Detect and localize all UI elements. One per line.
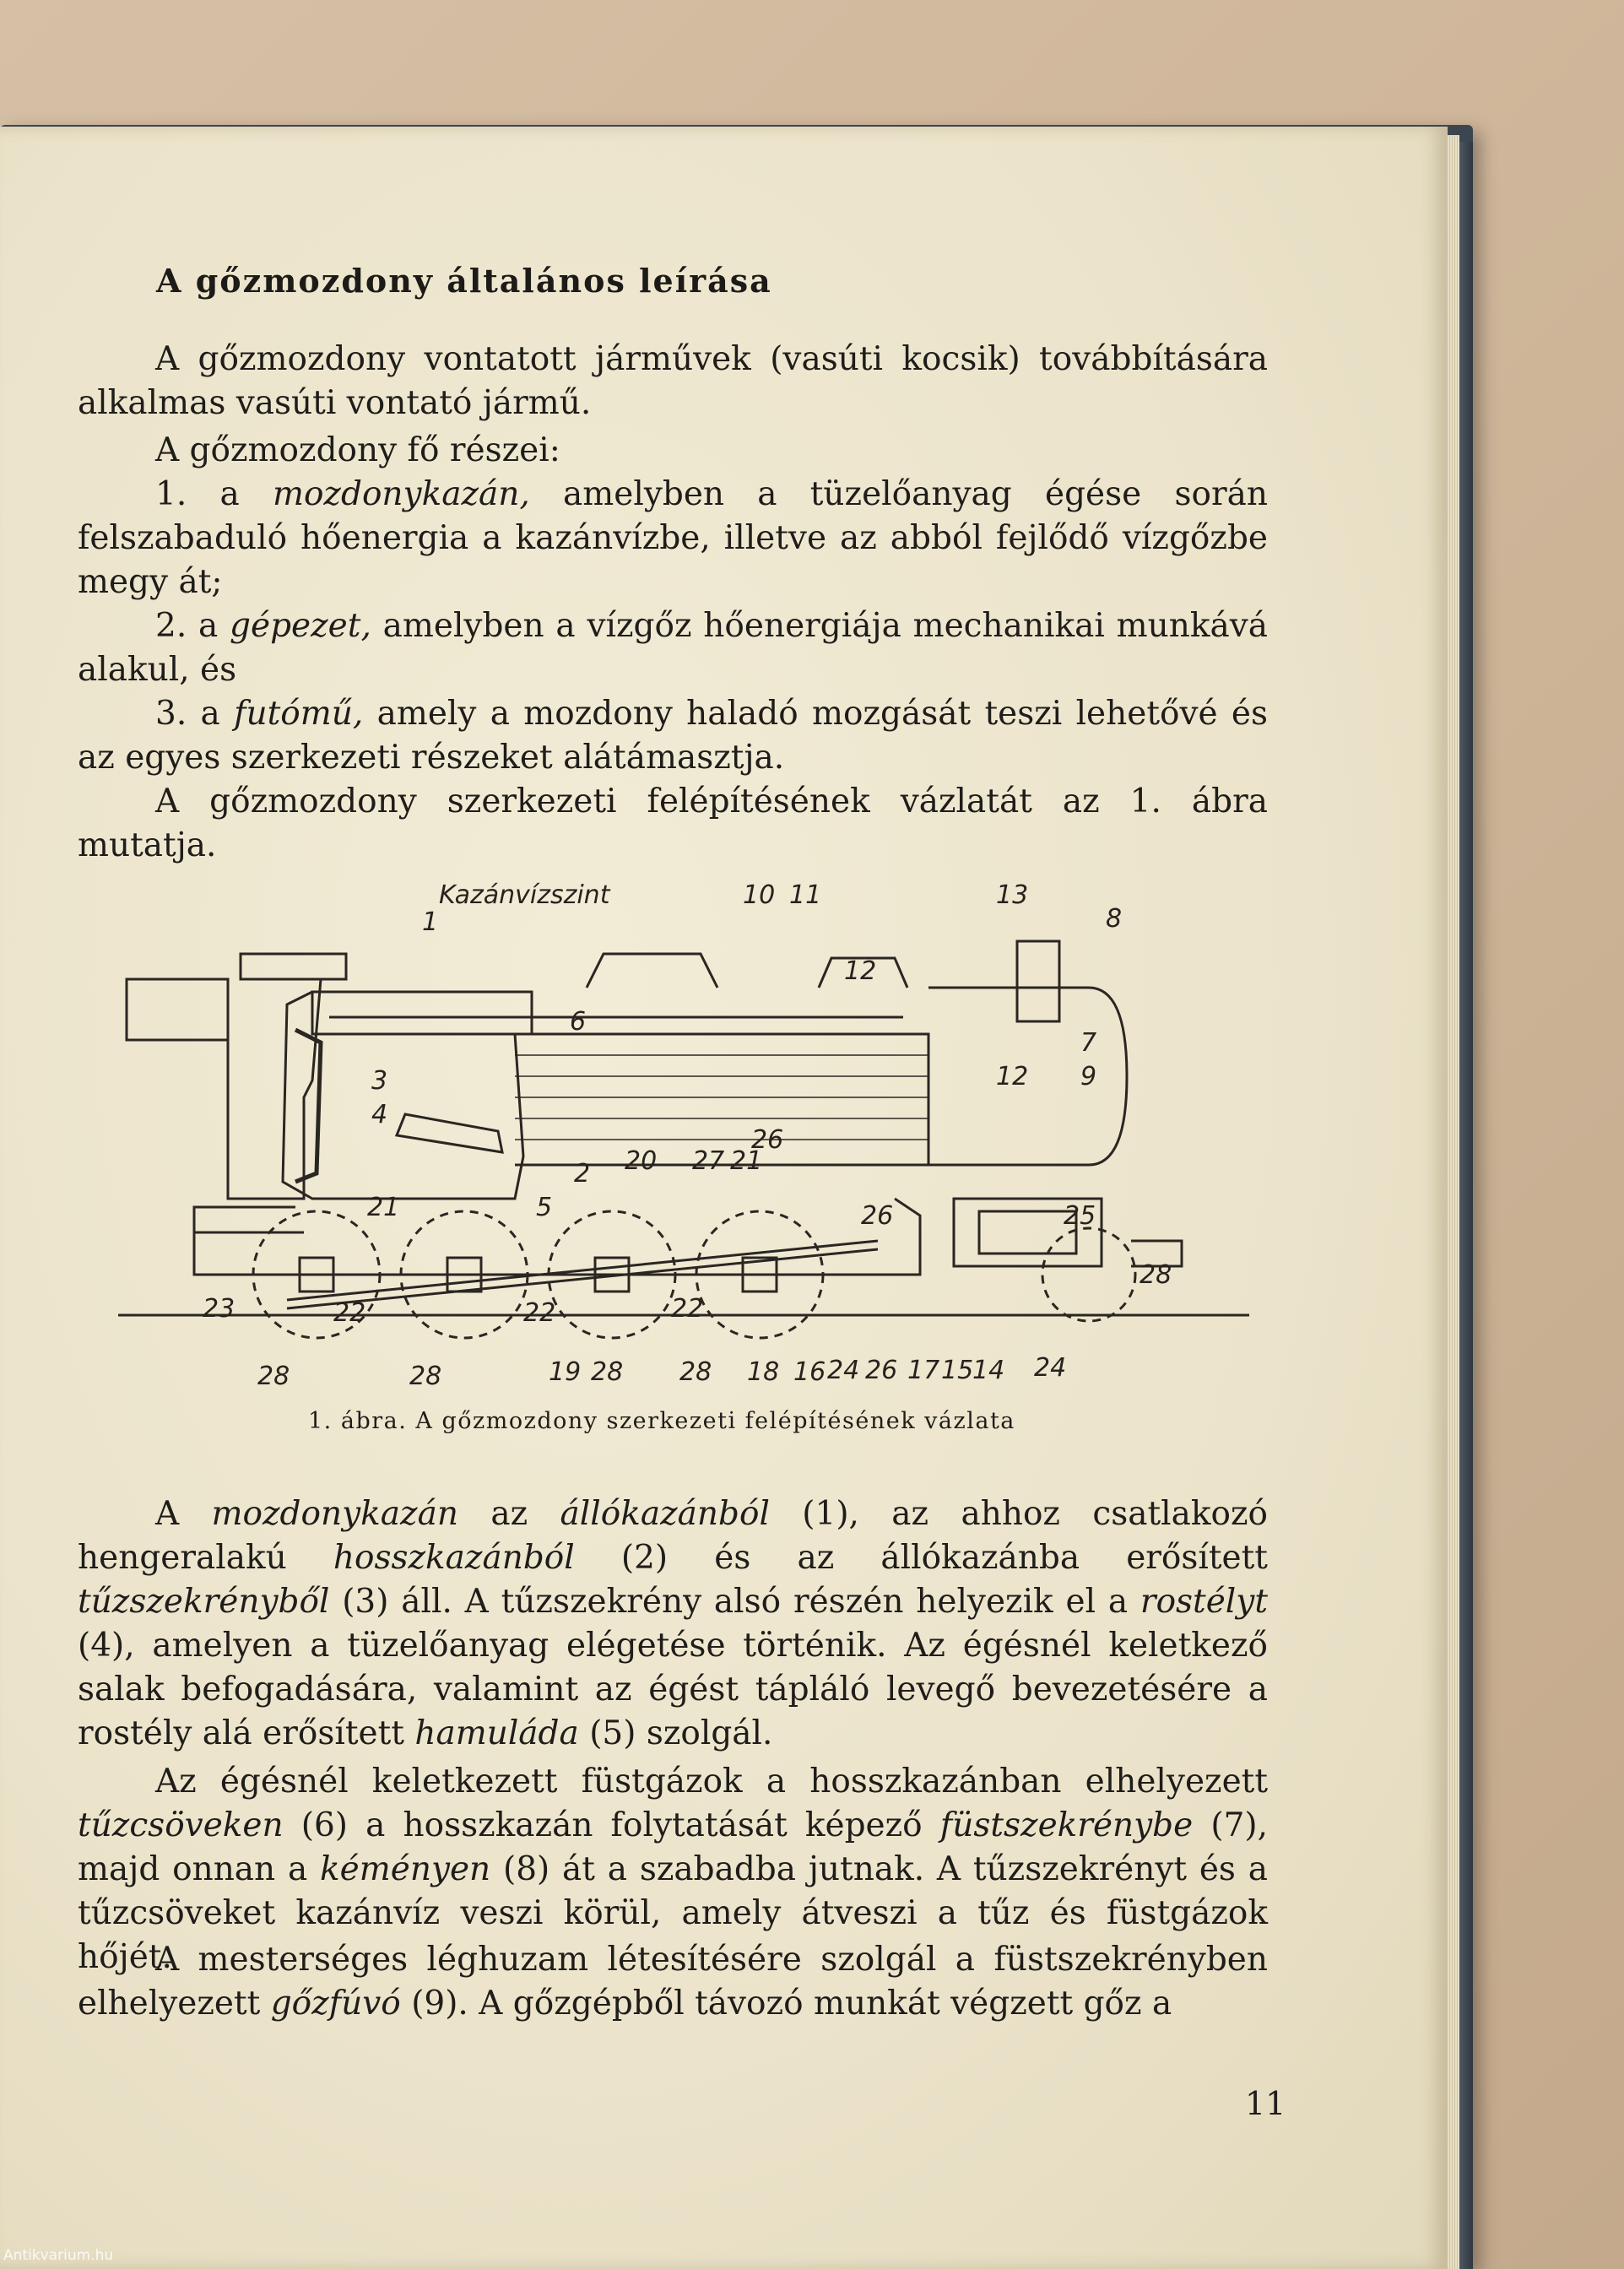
cab-roof xyxy=(127,979,228,1040)
locomotive-diagram xyxy=(118,878,1266,1410)
callout-label: 17 xyxy=(907,1356,940,1385)
fire-tubes xyxy=(515,1055,928,1140)
callout-label: 3 xyxy=(371,1066,388,1096)
intro-paragraph-2: A gőzmozdony fő részei: xyxy=(155,431,560,469)
list-item-1: 1. a mozdonykazán, amelyben a tüzelőanyag égése során felszabaduló hőenergia a kazánvízbe, illetve az abból fejlődő vízgőzbe megy át; xyxy=(78,475,1268,601)
callout-label: 9 xyxy=(1080,1062,1097,1091)
list-item-3: 3. a futómű, amely a mozdony haladó mozgását teszi lehetővé és az egyes szerkezeti részeket alátámasztja. xyxy=(78,695,1268,777)
callout-label: 21 xyxy=(730,1146,763,1176)
callout-label: 12 xyxy=(996,1062,1029,1091)
cab-top xyxy=(241,954,346,979)
callout-label: 28 xyxy=(591,1357,624,1387)
callout-label: 23 xyxy=(203,1294,235,1324)
frame-rear xyxy=(194,1207,304,1232)
body-paragraph-3: A mesterséges léghuzam létesítésére szolgál a füstszekrényben elhelyezett gőzfúvó (9). A gőzgépből távozó munkát végzett gőz a xyxy=(78,1941,1268,2023)
label-kazanvizszint: Kazánvízszint xyxy=(439,880,610,910)
callout-label: 28 xyxy=(409,1362,442,1391)
callout-label: 15 xyxy=(941,1356,974,1385)
watermark: Antikvarium.hu xyxy=(3,2247,114,2264)
callout-label: 2 xyxy=(574,1159,591,1189)
callout-label: 22 xyxy=(523,1298,556,1328)
boiler-barrel xyxy=(515,1034,928,1165)
callout-label: 26 xyxy=(751,1125,784,1155)
page-edges xyxy=(1448,135,1459,2269)
callout-label: 21 xyxy=(367,1193,400,1222)
list-item-2: 2. a gépezet, amelyben a vízgőz hőenergiája mechanikai munkává alakul, és xyxy=(78,607,1269,689)
callout-label: 13 xyxy=(996,880,1029,910)
callout-label: 11 xyxy=(789,880,822,910)
callout-label: 12 xyxy=(844,956,877,986)
firebox-door xyxy=(295,1030,321,1182)
coupling-rod xyxy=(287,1249,878,1308)
callout-label: 4 xyxy=(371,1100,388,1129)
callout-label: 6 xyxy=(570,1007,587,1037)
firebox-top xyxy=(312,992,532,1034)
callout-label: 26 xyxy=(861,1201,894,1231)
callout-label: 19 xyxy=(549,1357,582,1387)
body-paragraph-1: A mozdonykazán az állókazánból (1), az ahhoz csatlakozó hengeralakú hosszkazánból (2) és az állókazánba erősített tűzszekrényből (3) áll. A tűzszekrény alsó részén helyezik el a rostélyt (4), amelyen a tüzelőanyag elégetése történik. Az égésnél keletkező salak befogadására, valamint az égést tápláló levegő bevezetésére a rostély alá erősített hamuláda (5) szolgál. xyxy=(78,1495,1268,1752)
cab-body xyxy=(228,979,321,1199)
callout-label: 1 xyxy=(422,907,439,937)
callout-label: 10 xyxy=(743,880,776,910)
callout-label: 7 xyxy=(1080,1028,1097,1058)
callout-label: 5 xyxy=(536,1193,553,1222)
callout-label: 8 xyxy=(1106,904,1123,934)
callout-label: 22 xyxy=(333,1298,366,1328)
chimney xyxy=(1017,941,1059,1021)
pony-truck-wheel xyxy=(1042,1228,1135,1321)
locomotive-diagram-svg xyxy=(118,878,1266,1410)
callout-label: 24 xyxy=(1034,1353,1067,1383)
intro-paragraph-1: A gőzmozdony vontatott járművek (vasúti kocsik) továbbítására alkalmas vasúti vontató jármű. xyxy=(78,340,1268,422)
body-paragraph-2: Az égésnél keletkezett füstgázok a hosszkazánban elhelyezett tűzcsöveken (6) a hosszkazán folytatását képező füstszekrénybe (7), majd onnan a kéményen (8) át a szabadba jutnak. A tűzszekrényt és a tűzcsöveket kazánvíz veszi körül, amely átveszi a tűz és füstgázok hőjét. xyxy=(78,1763,1268,1976)
callout-label: 25 xyxy=(1064,1201,1096,1231)
grate xyxy=(397,1114,502,1152)
steam-dome xyxy=(587,954,717,988)
valve-chest xyxy=(979,1211,1076,1254)
intro-paragraph-3: A gőzmozdony szerkezeti felépítésének vázlatát az 1. ábra mutatja. xyxy=(78,783,1268,864)
figure-caption: 1. ábra. A gőzmozdony szerkezeti felépítésének vázlata xyxy=(308,1408,1015,1434)
callout-label: 26 xyxy=(865,1356,898,1385)
callout-label: 27 xyxy=(692,1146,725,1176)
callout-label: 18 xyxy=(747,1357,780,1387)
page-number: 11 xyxy=(1245,2085,1286,2122)
callout-label: 14 xyxy=(972,1356,1005,1385)
callout-label: 28 xyxy=(679,1357,712,1387)
callout-label: 28 xyxy=(257,1362,290,1391)
callout-label: 28 xyxy=(1140,1260,1172,1290)
callout-label: 16 xyxy=(793,1357,826,1387)
section-heading: A gőzmozdony általános leírása xyxy=(156,262,772,300)
callout-label: 24 xyxy=(827,1356,860,1385)
callout-label: 22 xyxy=(671,1294,704,1324)
callout-label: 20 xyxy=(625,1146,658,1176)
